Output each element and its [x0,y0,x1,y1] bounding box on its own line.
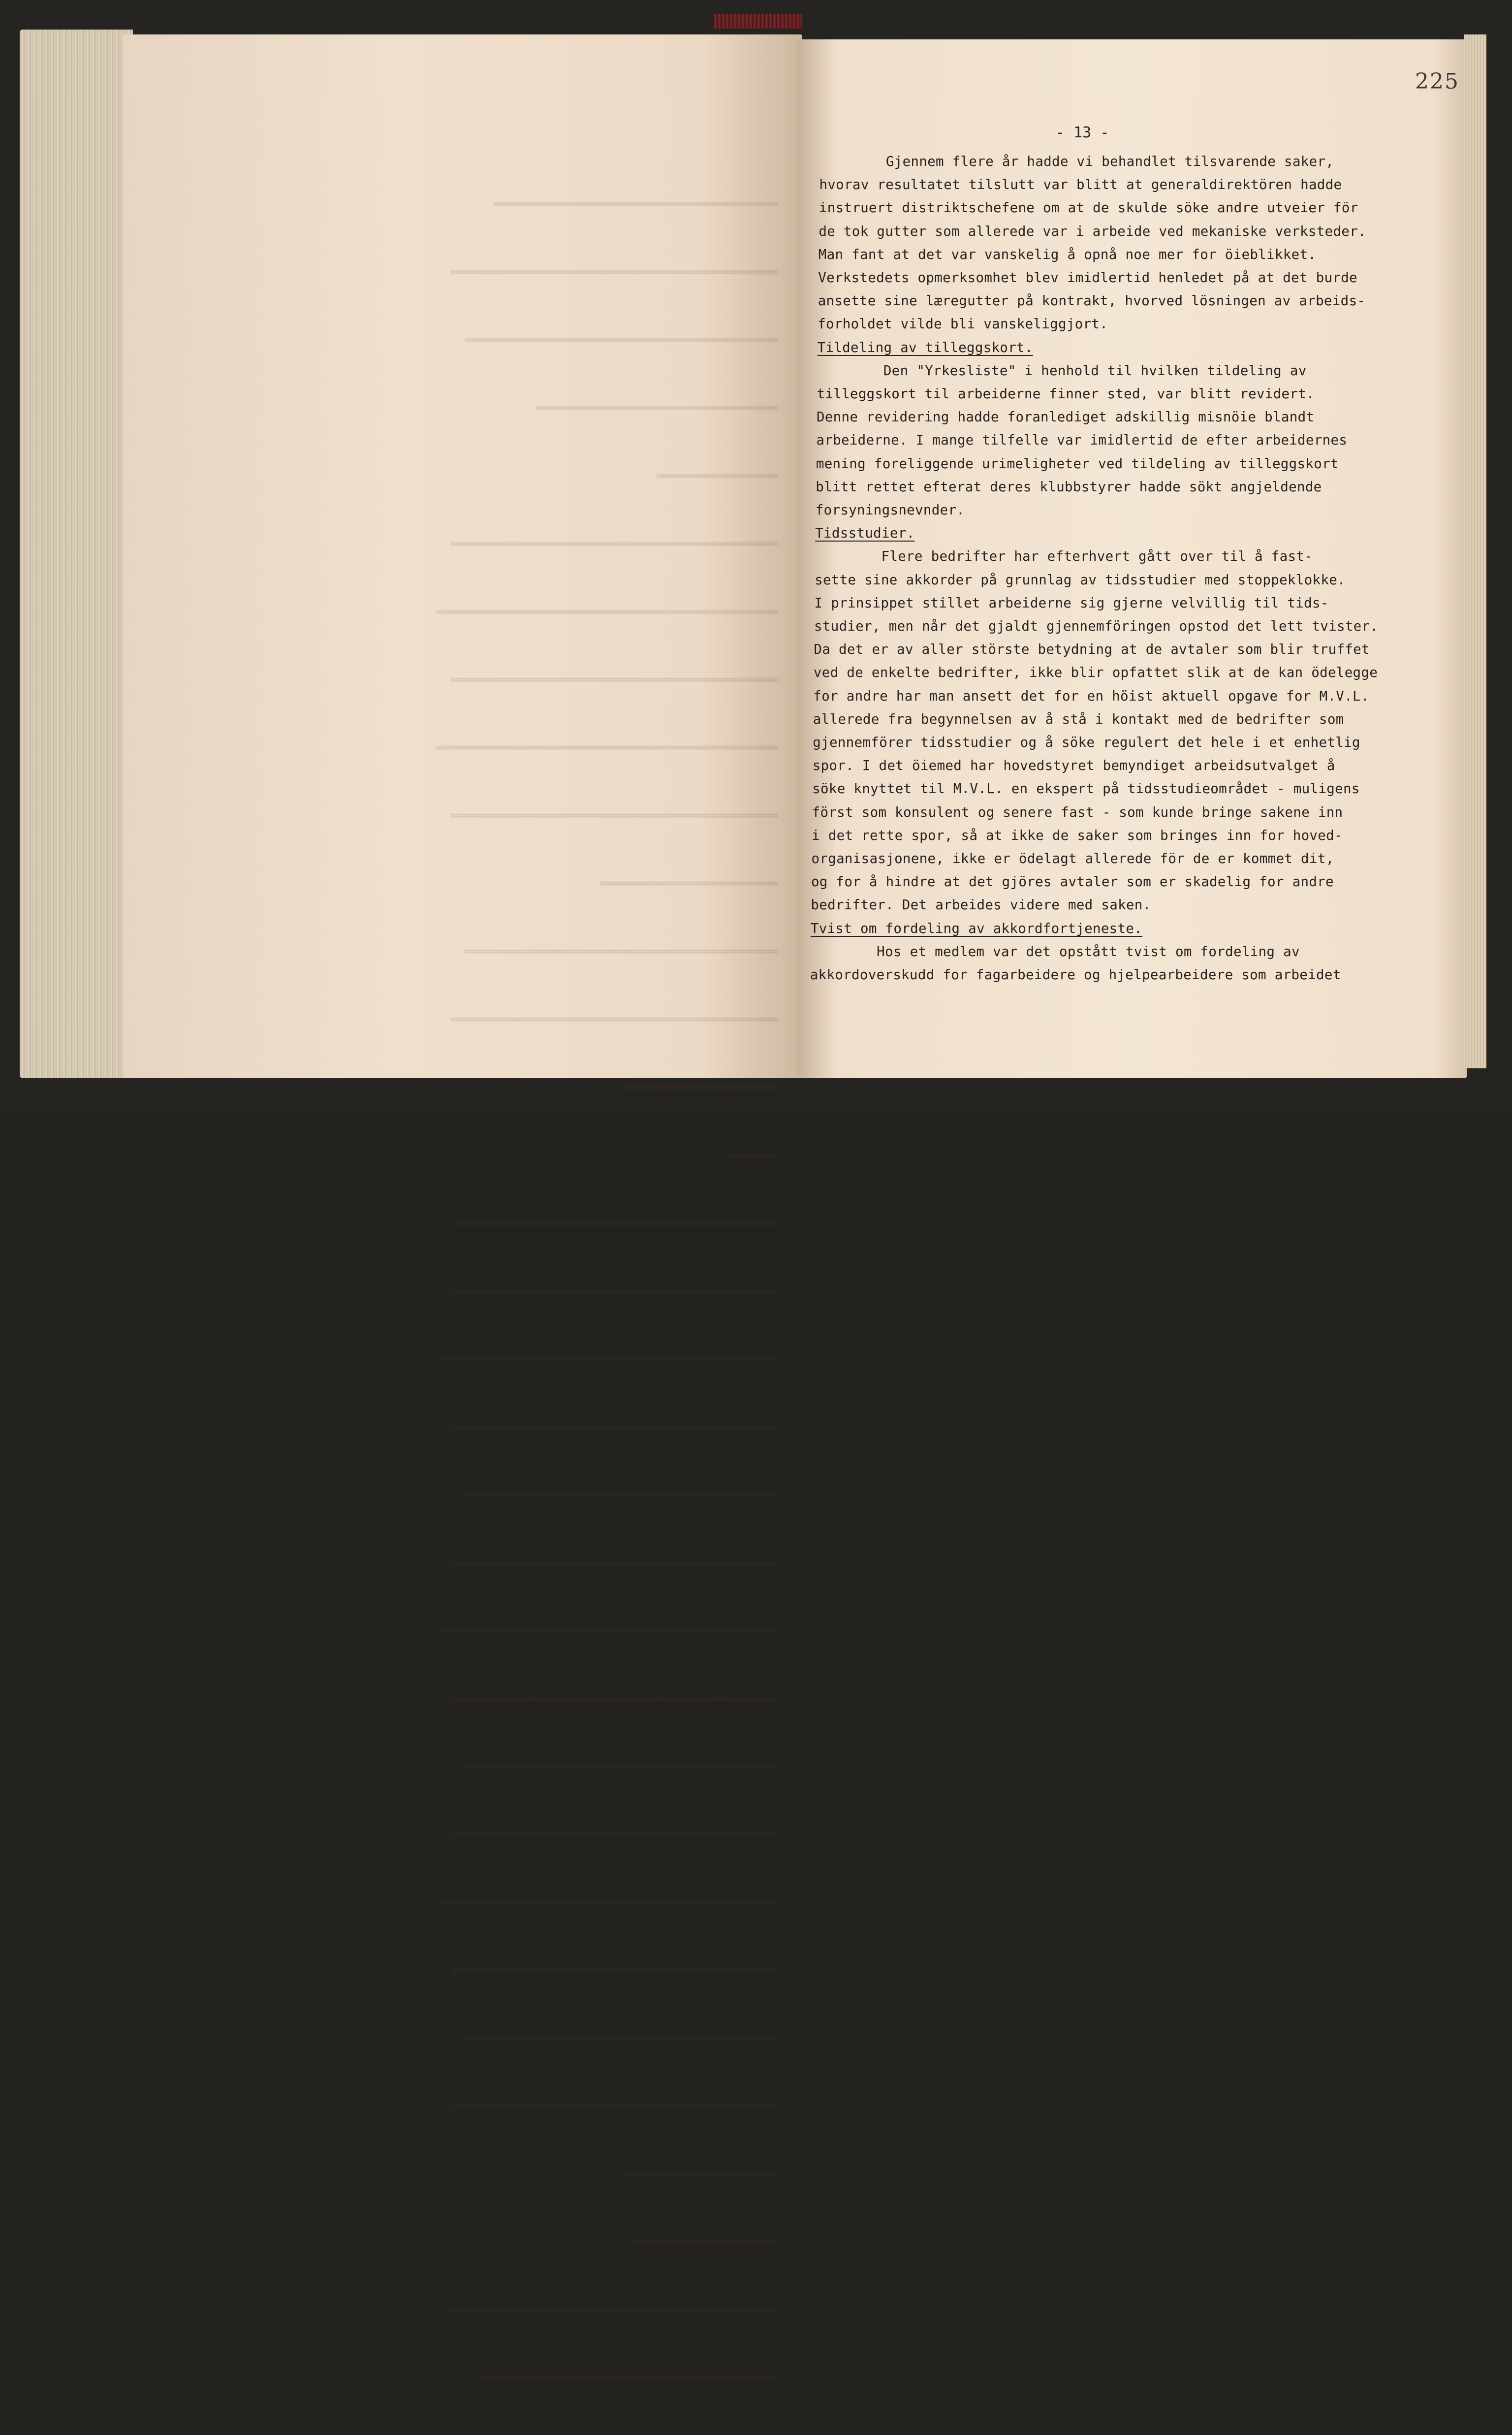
archive-page-number: 225 [1415,69,1459,94]
text-line: söke knyttet til M.V.L. en ekspert på tidsstudieområdet - muligens [812,781,1360,797]
text-line: spor. I det öiemed har hovedstyret bemyndiget arbeidsutvalget å [812,758,1335,774]
page-marker: - 13 - [1056,124,1109,141]
text-line: blitt rettet efterat deres klubbstyrer hadde sökt angjeldende [816,479,1322,495]
text-line: bedrifter. Det arbeides videre med saken. [811,897,1151,913]
section-heading: Tildeling av tilleggskort. [817,339,1033,355]
text-line: Gjennem flere år hadde vi behandlet tilsvarende saker, [819,154,1334,169]
book-page-edges [20,30,133,1078]
text-line: I prinsippet stillet arbeiderne sig gjerne velvillig til tids- [814,595,1329,611]
text-line: Den "Yrkesliste" i henhold til hvilken tildeling av [817,362,1307,379]
text-line: sette sine akkorder på grunnlag av tidsstudier med stoppeklokke. [815,572,1346,588]
text-line: ansette sine læregutter på kontrakt, hvorved lösningen av arbeids- [818,293,1366,309]
text-line: i det rette spor, så at ikke de saker som bringes inn for hoved- [812,827,1343,843]
text-line: Da det er av aller störste betydning at de avtaler som blir truffet [814,641,1370,658]
text-line: forsyningsnevnder. [815,502,965,518]
text-line: tilleggskort til arbeiderne finner sted, var blitt revidert. [817,386,1315,402]
text-line: Denne revidering hadde foranlediget adskillig misnöie blandt [816,409,1315,425]
text-line: og for å hindre at det gjöres avtaler som er skadelig for andre [811,874,1334,890]
section-heading: Tvist om fordeling av akkordfortjeneste. [810,920,1143,936]
text-line: de tok gutter som allerede var i arbeide ved mekaniske verksteder. [819,223,1366,239]
text-line: mening foreliggende urimeligheter ved tildeling av tilleggskort [816,455,1339,472]
text-line: ved de enkelte bedrifter, ikke blir opfattet slik at de kan ödelegge [813,665,1378,681]
text-line: Hos et medlem var det opstått tvist om fordeling av [810,943,1300,960]
text-line: först som konsulent og senere fast - som kunde bringe sakene inn [812,804,1343,820]
text-line: arbeiderne. I mange tilfelle var imidlertid de efter arbeidernes [816,432,1348,449]
text-line: for andre har man ansett det for en höist aktuell opgave for M.V.L. [813,688,1369,704]
text-line: forholdet vilde bli vanskeliggjort. [818,316,1108,332]
text-line: hvorav resultatet tilslutt var blitt at generaldirektören hadde [819,177,1342,193]
text-line: gjennemförer tidsstudier og å söke regulert det hele i et enhetlig [813,735,1360,750]
bleed-through-text: ════════════════════════════════════════ ══════════════════════════════════════════════ ════════════════════════════════════════════ ══════════════════════════════════ ═════════════════ ══════════════════════════════════════════════ ════════════════════════════════════════════════ ══════════════════════════════════════════════ ════════════════════════════════════════════════ ══════════════════════════════════════════════ ═════════════════════════ ════════════════════════════════════════════ ══════════════════════════════════════════════ ══════════════════════ ═══════ ══════════════════════════════════════════════ ══════════════════════════════════════════════ ════════════════════════════════════════════════ ══════════════════════════════════════════════ ════════════════════════════════════════════ ══════════════════════════════════════════════ ════════════════════════════════════════════════ ══════════════════════════════════════════════ ════════════════════════════════════════════ ══════════════════════════════════════════════ ════════════════════════════════════════════════ ══════════════════════════════════════════════ ════════════════════════════════════════════ ══════════════════════════════════════════════ ══════════════════════ ═════════════════════ ══════════════════════════════════════════════ ══════════════════════════════════════════ [436,197,778,2385]
book-spine [714,14,802,29]
text-line: organisasjonene, ikke er ödelagt allerede för de er kommet dit, [811,851,1334,866]
text-line: Man fant at det var vanskelig å opnå noe mer for öieblikket. [818,246,1317,262]
section-heading: Tidsstudier. [815,525,915,542]
text-line: Flere bedrifter har efterhvert gått over til å fast- [815,548,1313,565]
text-line: allerede fra begynnelsen av å stå i kontakt med de bedrifter som [813,711,1344,727]
text-line: instruert distriktschefene om at de skulde söke andre utveier för [819,200,1358,216]
text-line: studier, men når det gjaldt gjennemföringen opstod det lett tvister. [814,618,1379,634]
text-line: akkordoverskudd for fagarbeidere og hjelpearbeidere som arbeidet [810,967,1341,983]
right-page-edges [1464,34,1486,1068]
text-line: Verkstedets opmerksomhet blev imidlertid henledet på at det burde [818,270,1357,286]
